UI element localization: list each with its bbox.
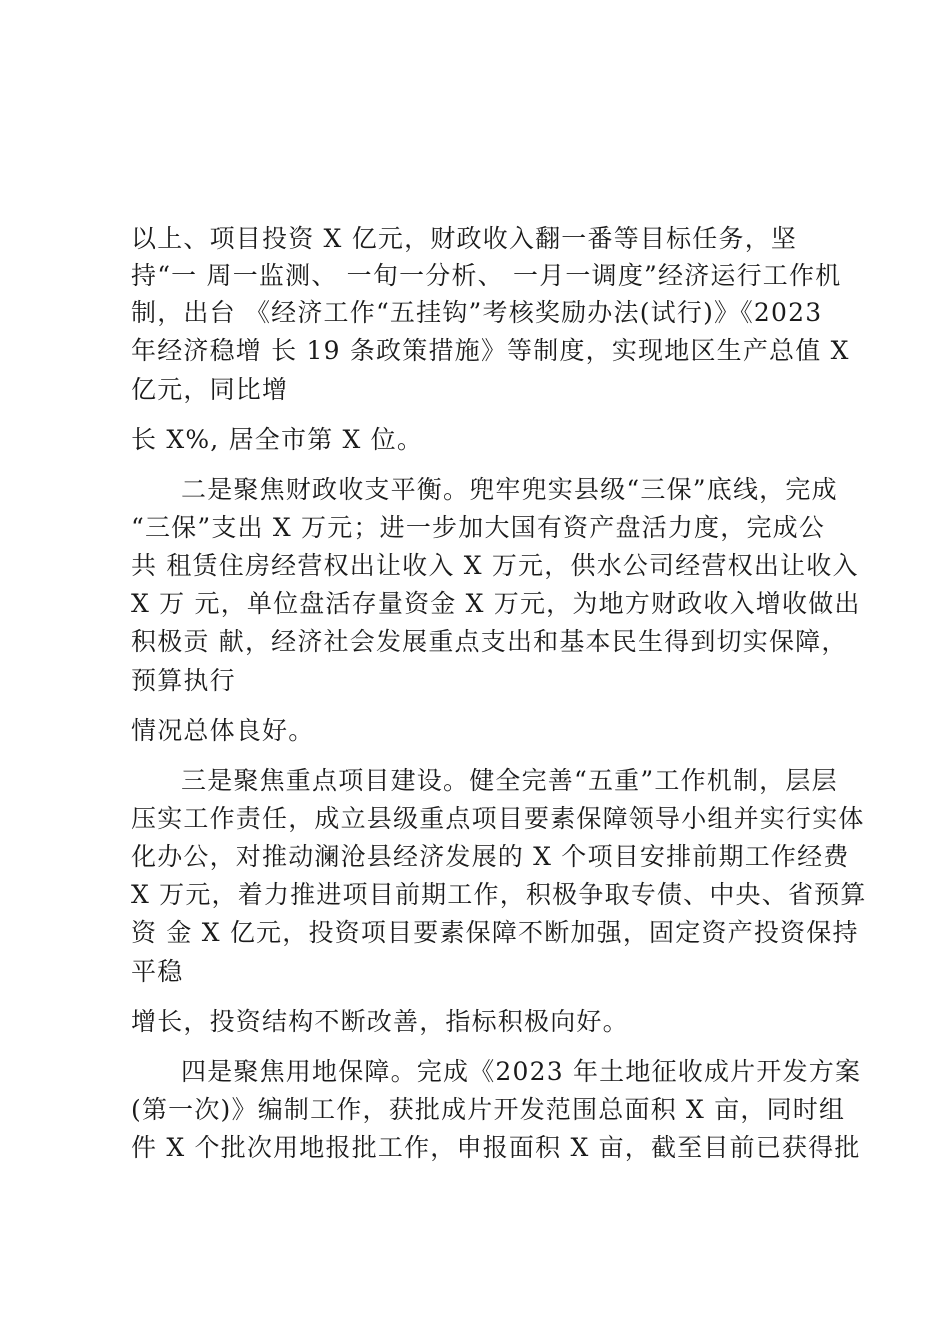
text-line: 持“一 周一监测、 一旬一分析、 一月一调度”经济运行工作机 <box>131 261 842 290</box>
text-line: 制，出台 《经济工作“五挂钩”考核奖励办法(试行)》《2023 <box>131 298 823 327</box>
text-line: X 万 元，单位盘活存量资金 X 万元，为地方财政收入增收做出 <box>131 589 861 618</box>
text-line: 共 租赁住房经营权出让收入 X 万元，供水公司经营权出让收入 <box>131 551 859 580</box>
text-line: 亿元，同比增 <box>131 375 289 404</box>
text-line: 化办公，对推动澜沧县经济发展的 X 个项目安排前期工作经费 <box>131 842 850 871</box>
text-line: 平稳 <box>131 957 184 986</box>
paragraph-first-line: 三是聚焦重点项目建设。健全完善“五重”工作机制，层层 <box>181 766 838 795</box>
text-line: 压实工作责任，成立县级重点项目要素保障领导小组并实行实体 <box>131 804 865 833</box>
text-line: 年经济稳增 长 19 条政策措施》等制度，实现地区生产总值 X <box>131 336 850 365</box>
text-line: 预算执行 <box>131 666 236 695</box>
text-line: 情况总体良好。 <box>131 716 315 745</box>
text-line: 增长，投资结构不断改善，指标积极向好。 <box>131 1007 629 1036</box>
text-line: “三保”支出 X 万元；进一步加大国有资产盘活力度，完成公 <box>131 513 826 542</box>
text-line: 长 X%, 居全市第 X 位。 <box>131 425 424 454</box>
text-line: X 万元，着力推进项目前期工作，积极争取专债、中央、省预算 <box>131 880 867 909</box>
text-line: 积极贡 献，经济社会发展重点支出和基本民生得到切实保障， <box>131 627 848 656</box>
text-line: (第一次)》编制工作，获批成片开发范围总面积 X 亩，同时组 <box>131 1095 846 1124</box>
paragraph-first-line: 四是聚焦用地保障。完成《2023 年土地征收成片开发方案 <box>181 1057 862 1086</box>
text-line: 以上、项目投资 X 亿元，财政收入翻一番等目标任务，坚 <box>131 224 798 253</box>
text-line: 件 X 个批次用地报批工作，申报面积 X 亩，截至目前已获得批 <box>131 1133 861 1162</box>
text-line: 资 金 X 亿元，投资项目要素保障不断加强，固定资产投资保持 <box>131 918 859 947</box>
paragraph-first-line: 二是聚焦财政收支平衡。兜牢兜实县级“三保”底线，完成 <box>181 475 838 504</box>
